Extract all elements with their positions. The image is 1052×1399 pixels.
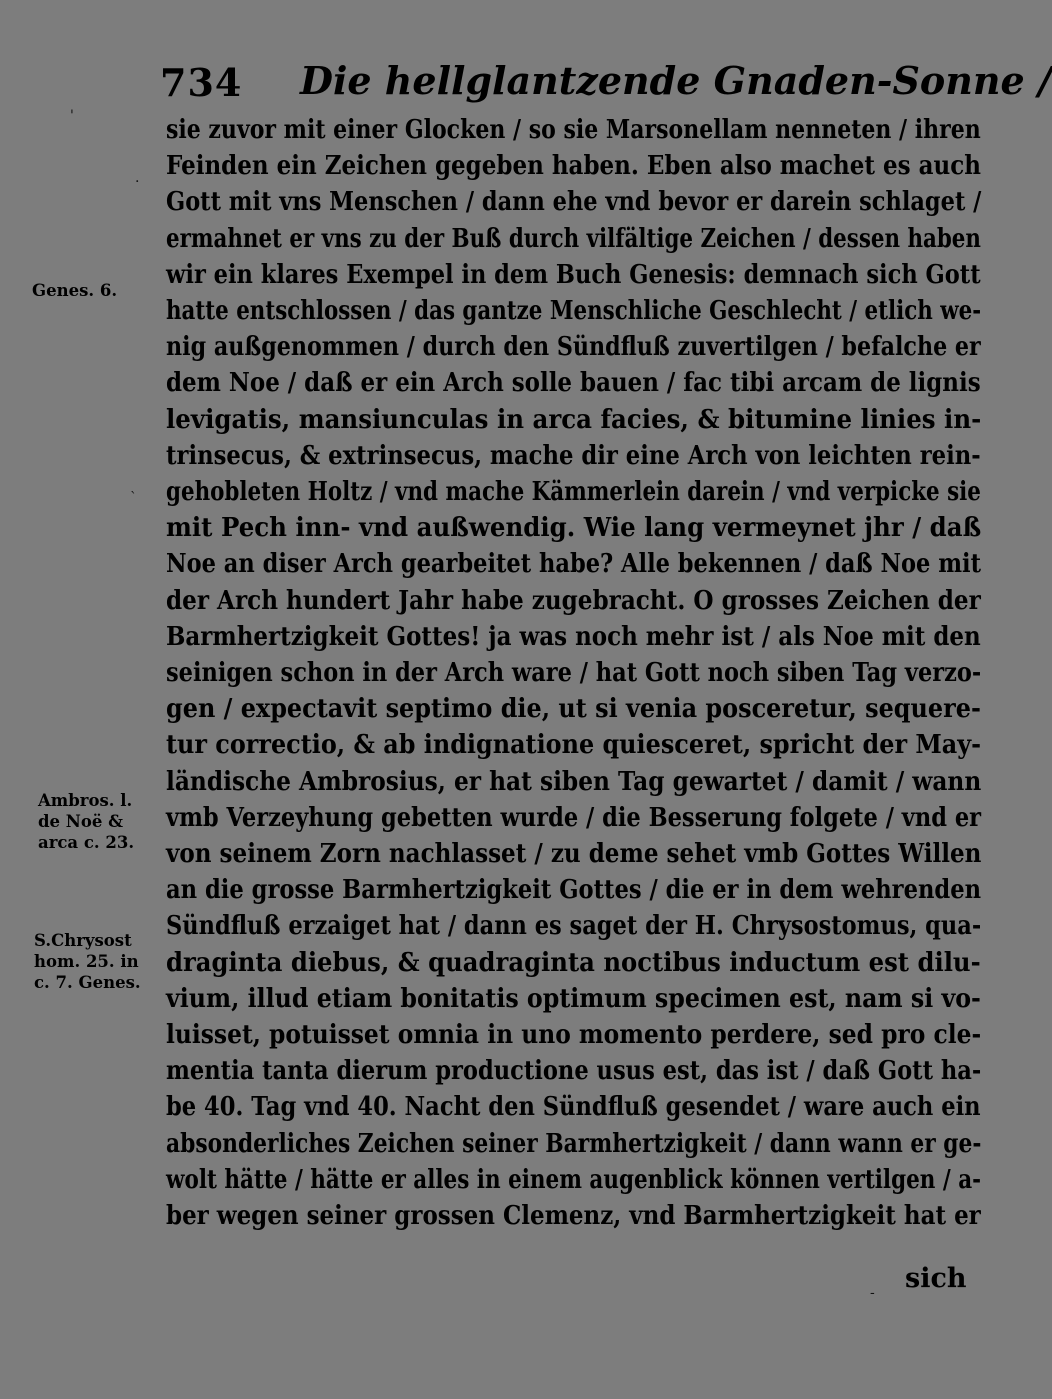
margin-note-line: Ambros. l. bbox=[38, 791, 133, 810]
page-header bbox=[160, 52, 1052, 112]
text-line: ländische Ambrosius, er hat siben Tag gewartet / damit / wann bbox=[166, 765, 982, 797]
text-line: gen / expectavit septimo die, ut si venia posceretur, sequere- bbox=[166, 693, 981, 725]
margin-note-line: arca c. 23. bbox=[38, 833, 135, 852]
text-line: gehobleten Holtz / vnd mache Kämmerlein darein / vnd verpicke sie bbox=[166, 476, 981, 508]
margin-note-genesis bbox=[32, 280, 117, 301]
margin-note-line: c. 7. Genes. bbox=[34, 973, 141, 992]
text-line: an die grosse Barmhertzigkeit Gottes / die er in dem wehrenden bbox=[166, 874, 982, 906]
text-line: seinigen schon in der Arch ware / hat Gott noch siben Tag verzo- bbox=[166, 657, 982, 689]
text-line: wir ein klares Exempel in dem Buch Genesis: demnach sich Gott bbox=[166, 258, 981, 290]
print-speck: - bbox=[870, 1285, 875, 1301]
text-line: draginta diebus, & quadraginta noctibus inductum est dilu- bbox=[166, 946, 981, 978]
text-line: Noe an diser Arch gearbeitet habe? Alle bekennen / daß Noe mit bbox=[166, 548, 982, 580]
text-line: Gott mit vns Menschen / dann ehe vnd bevor er darein schlaget / bbox=[166, 186, 982, 218]
body-text bbox=[166, 112, 981, 1234]
margin-note-line: Genes. 6. bbox=[32, 281, 118, 300]
text-line: Barmhertzigkeit Gottes! ja was noch mehr ist / als Noe mit den bbox=[166, 620, 981, 652]
text-line: mentia tanta dierum productione usus est, das ist / daß Gott ha- bbox=[166, 1055, 982, 1087]
margin-note-ambrose bbox=[38, 790, 134, 853]
text-line: mit Pech inn- vnd außwendig. Wie lang vermeynet jhr / daß bbox=[166, 512, 982, 544]
text-line: von seinem Zorn nachlasset / zu deme sehet vmb Gottes Willen bbox=[166, 838, 982, 870]
margin-note-line: S.Chrysost bbox=[34, 931, 132, 950]
text-line: ermahnet er vns zu der Buß durch vilfältige Zeichen / dessen haben bbox=[166, 222, 981, 254]
text-line: der Arch hundert Jahr habe zugebracht. O grosses Zeichen der bbox=[166, 584, 981, 616]
catchword: sich bbox=[905, 1263, 967, 1294]
text-line: tur correctio, & ab indignatione quiesceret, spricht der May- bbox=[166, 729, 982, 761]
page-number: 734 bbox=[160, 60, 243, 105]
text-line: sie zuvor mit einer Glocken / so sie Marsonellam nenneten / ihren bbox=[166, 114, 981, 145]
text-line: nig außgenommen / durch den Sündfluß zuvertilgen / befalche er bbox=[166, 331, 981, 363]
text-line: wolt hätte / hätte er alles in einem augenblick können vertilgen / a- bbox=[166, 1163, 982, 1195]
text-line: Feinden ein Zeichen gegeben haben. Eben also machet es auch bbox=[166, 150, 981, 182]
text-line: hatte entschlossen / das gantze Menschliche Geschlecht / etlich we- bbox=[166, 295, 982, 327]
text-line: trinsecus, & extrinsecus, mache dir eine Arch von leichten rein- bbox=[166, 439, 981, 471]
text-line: vium, illud etiam bonitatis optimum specimen est, nam si vo- bbox=[166, 982, 981, 1014]
margin-note-line: de Noë & bbox=[38, 812, 124, 831]
print-speck: ' bbox=[70, 108, 74, 124]
running-title: Die hellglantzende Gnaden-Sonne / bbox=[300, 58, 1052, 103]
text-line: Sündfluß erzaiget hat / dann es saget der H. Chrysostomus, qua- bbox=[166, 910, 982, 942]
margin-note-line: hom. 25. in bbox=[34, 952, 139, 971]
text-line: be 40. Tag vnd 40. Nacht den Sündfluß gesendet / ware auch ein bbox=[166, 1091, 981, 1123]
print-speck: . bbox=[135, 170, 140, 186]
text-line: absonderliches Zeichen seiner Barmhertzigkeit / dann wann er ge- bbox=[166, 1127, 982, 1159]
text-line: levigatis, mansiunculas in arca facies, & bitumine linies in- bbox=[166, 403, 982, 435]
text-line: dem Noe / daß er ein Arch solle bauen / fac tibi arcam de lignis bbox=[166, 367, 981, 399]
text-line: luisset, potuisset omnia in uno momento perdere, sed pro cle- bbox=[166, 1019, 982, 1051]
text-line: ber wegen seiner grossen Clemenz, vnd Barmhertzigkeit hat er bbox=[166, 1200, 981, 1232]
margin-note-chrysostom bbox=[34, 930, 141, 993]
text-line: vmb Verzeyhung gebetten wurde / die Besserung folgete / vnd er bbox=[166, 801, 982, 833]
print-speck: ` bbox=[130, 490, 137, 506]
